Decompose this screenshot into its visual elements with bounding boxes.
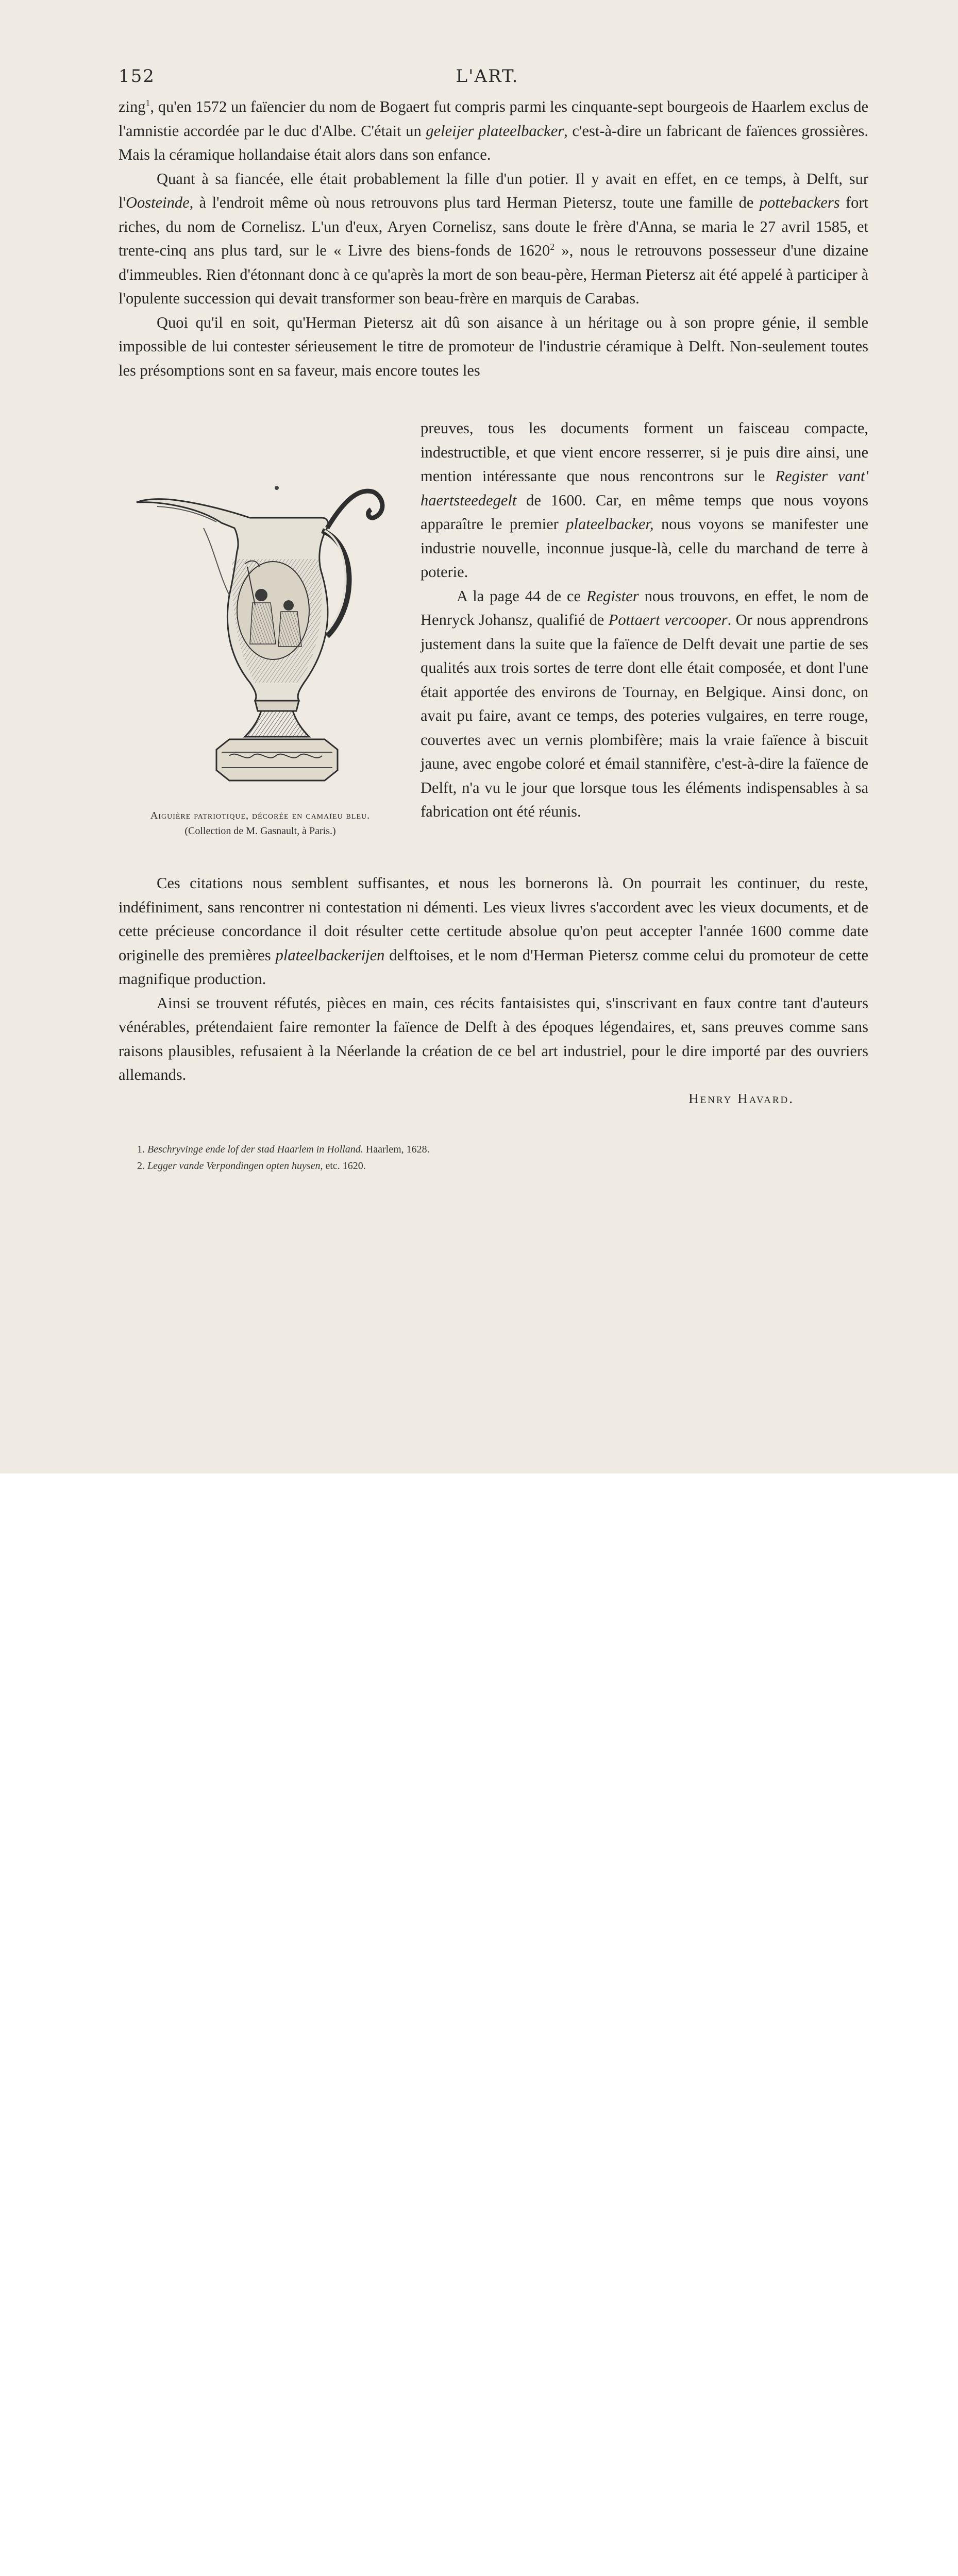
paragraph: [421, 584, 868, 824]
text-run: Quant à sa fiancée, elle était probablement la fille d'un potier. Il y avait en effet, en ce temps, à Delft, sur l': [119, 170, 868, 211]
paragraph: [119, 871, 868, 991]
text-block-bottom: [119, 871, 868, 1087]
footnote-detail: Haarlem, 1628.: [363, 1144, 430, 1155]
caption-title: Aiguière patriotique, décorée en camaïeu bleu.: [150, 810, 371, 821]
footnote: [137, 1158, 601, 1174]
ewer-illustration: [126, 440, 394, 791]
footnote-title: Beschryvinge ende lof der stad Haarlem in Holland.: [147, 1144, 363, 1155]
italic-phrase: Pottaert vercooper: [608, 611, 728, 629]
italic-phrase: Register: [586, 587, 639, 605]
text-run: . Or nous apprendrons justement dans la suite que la faïence de Delft devait une partie de ses qualités aux trois sortes de terre dont elle était composée, et dont l'une était apportée des environs de Tournay, en Belgique. Ainsi donc, on avait pu faire, avant ce temps, des poteries vulgaires, en terre rouge, couvertes avec un vernis plombifère; mais la vraie faïence à biscuit jaune, avec engobe coloré et émail stannifère, c'est-à-dire la faïence de Delft, n'a vu le jour que lorsque tous les éléments indispensables à sa fabrication ont été réunis.: [421, 611, 869, 820]
text-run: A la page 44 de ce: [457, 587, 586, 605]
paragraph: [119, 311, 868, 383]
italic-phrase: plateelbacker,: [566, 515, 654, 533]
text-run: , c'est-à-dire un fabricant de faïences grossières. Mais la céramique hollandaise était alors dans son enfance.: [119, 122, 868, 163]
running-head: [119, 66, 856, 87]
digitization-footer: [0, 1473, 958, 1553]
page-number: 152: [119, 66, 155, 87]
caption-credit: (Collection de M. Gasnault, à Paris.): [184, 825, 336, 837]
text-run: Ainsi se trouvent réfutés, pièces en main, ces récits fantaisistes qui, s'inscrivant en faux contre tant d'auteurs vénérables, prétendaient faire remonter la faïence de Delft à des époques légendaires, et, sans preuves comme sans raisons plausibles, refusaient à la Néerlande la création de ce bel art industriel, pour le dire importé par des ouvriers allemands.: [119, 994, 868, 1083]
footnote-ref: 2: [550, 241, 555, 252]
italic-phrase: Oosteinde: [125, 194, 190, 211]
text-run: de 1600. Car, en même temps que nous voyons apparaître le premier: [421, 491, 868, 533]
italic-phrase: Register vant' haertsteedegelt: [421, 467, 868, 509]
text-run: Quoi qu'il en soit, qu'Herman Pietersz ait dû son aisance à un héritage ou à son propre génie, il semble impossible de lui contester sérieusement le titre de promoteur de l'industrie céramique à Delft. Non-seulement toutes les présomptions sont en sa faveur, mais encore toutes les: [119, 313, 868, 379]
text-run: preuves, tous les documents forment un faisceau compacte, indestructible, et que vient encore resserrer, si je puis dire ainsi, une mention intéressante que nous rencontrons sur le: [421, 419, 868, 485]
text-run: », nous le retrouvons possesseur d'une dizaine d'immeubles. Rien d'étonnant donc à ce qu'après la mort de son beau-père, Herman Pietersz ait été appelé à participer à l'opulente succession qui devait transformer son beau-frère en marquis de Carabas.: [119, 242, 868, 307]
footnote-number: 2.: [137, 1160, 147, 1172]
text-block-top: [119, 95, 868, 382]
footnote: [137, 1141, 601, 1158]
text-run: , à l'endroit même où nous retrouvons plus tard Herman Pietersz, toute une famille de: [189, 194, 760, 211]
paragraph: [421, 416, 868, 584]
footnote-number: 1.: [137, 1144, 147, 1155]
italic-phrase: geleijer plateelbacker: [426, 122, 564, 140]
journal-title: L'ART.: [456, 66, 519, 87]
figure-caption: [124, 808, 397, 839]
paragraph: [119, 991, 868, 1087]
footnotes: [137, 1141, 601, 1174]
text-run: fort riches, du nom de Cornelisz. L'un d'eux, Aryen Cornelisz, sans doute le frère d'Anna, se maria le 27 avril 1585, et trente-cinq ans plus tard, sur le « Livre des biens-fonds de 1620: [119, 194, 868, 259]
author-signature: Henry Havard.: [688, 1091, 794, 1106]
text-block-beside-figure: [421, 416, 868, 824]
paragraph: [119, 167, 868, 311]
paragraph: [119, 95, 868, 167]
footnote-detail: etc. 1620.: [323, 1160, 366, 1172]
footnote-title: Legger vande Verpondingen opten huysen,: [147, 1160, 323, 1172]
footnote-ref: 1: [145, 97, 150, 108]
text-run: nous trouvons, en effet, le nom de Henryck Johansz, qualifié de: [421, 587, 868, 629]
text-run: delftoises, et le nom d'Herman Pietersz comme celui du promoteur de cette magnifique production.: [119, 946, 869, 988]
ewer-engraving-icon: [126, 440, 394, 791]
text-run: , qu'en 1572 un faïencier du nom de Bogaert fut compris parmi les cinquante-sept bourgeois de Haarlem exclus de l'amnistie accordée par le duc d'Albe. C'était un: [119, 98, 868, 140]
italic-phrase: plateelbackerijen: [275, 946, 385, 964]
text-run: zing: [119, 98, 146, 115]
text-run: Ces citations nous semblent suffisantes, et nous les bornerons là. On pourrait les continuer, du reste, indéfiniment, sans rencontrer ni contestation ni démenti. Les vieux livres s'accordent avec les vieux documents, et de cette précieuse concordance il doit résulter cette certitude absolue qu'on peut accepter l'année 1600 comme date originelle des premières: [119, 874, 868, 964]
text-run: nous voyons se manifester une industrie nouvelle, inconnue jusque-là, celle du marchand de terre à poterie.: [421, 515, 868, 581]
italic-phrase: pottebackers: [759, 194, 840, 211]
